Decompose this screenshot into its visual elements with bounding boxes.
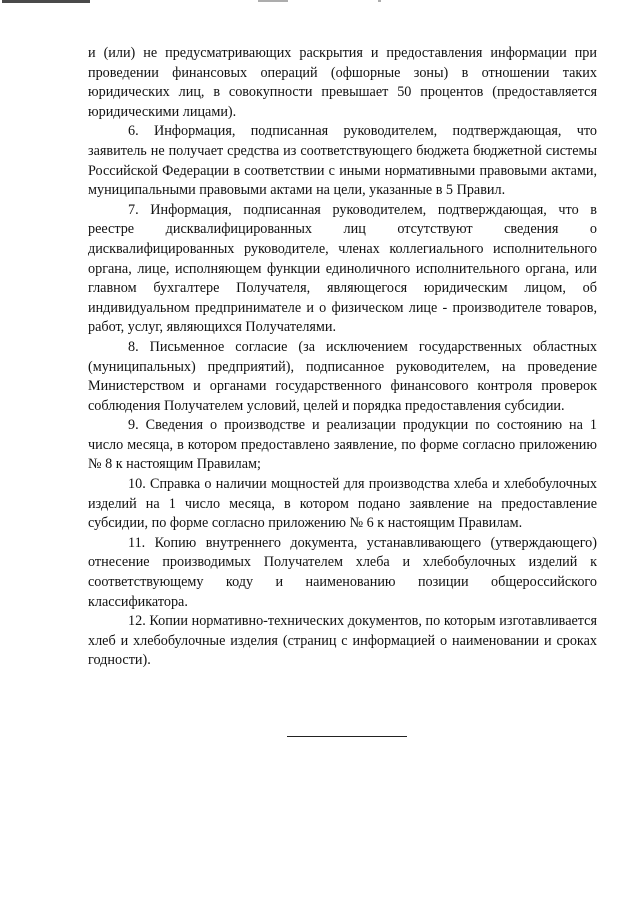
paragraph-item-8: 8. Письменное согласие (за исключением государственных областных (муниципальных) предприятий), подписанное руководителем, на проведение Министерством и органами государственного финансового контроля проверок соблюдения Получателем условий, целей и порядка предоставления субсидии. (88, 338, 597, 414)
scan-edge-mark (378, 0, 381, 2)
paragraph-item-7: 7. Информация, подписанная руководителем, подтверждающая, что в реестре дисквалифицированных лиц отсутствуют сведения о дисквалифицированных руководителе, членах коллегиального исполнительного органа, лице, исполняющем функции единоличного исполнительного органа, или главном бухгалтере Получателя, являющегося юридическим лицом, об индивидуальном предпринимателе и о физическом лице - производителе товаров, работ, услуг, являющихся Получателями. (88, 201, 597, 336)
paragraph-item-10: 10. Справка о наличии мощностей для производства хлеба и хлебобулочных изделий на 1 число месяца, в котором подано заявление на предоставление субсидии, по форме согласно приложению № 6 к настоящим Правилам. (88, 476, 597, 532)
scan-edge-mark (258, 0, 288, 2)
scan-edge-mark (2, 0, 90, 3)
paragraph-item-9: 9. Сведения о производстве и реализации продукции по состоянию на 1 число месяца, в котором предоставлено заявление, по форме согласно приложению № 8 к настоящим Правилам; (88, 417, 597, 473)
paragraph-item-11: 11. Копию внутреннего документа, устанавливающего (утверждающего) отнесение производимых Получателем хлеба и хлебобулочных изделий к соответствующему коду и наименованию позиции общероссийского классификатора. (88, 534, 597, 610)
end-of-document-rule (287, 736, 407, 737)
paragraph-continuation: и (или) не предусматривающих раскрытия и предоставления информации при проведении финансовых операций (офшорные зоны) в отношении таких юридических лиц, в совокупности превышает 50 процентов (предоставляется юридическими лицами). (88, 45, 597, 120)
document-body (88, 44, 597, 671)
paragraph-item-12: 12. Копии нормативно-технических документов, по которым изготавливается хлеб и хлебобулочные изделия (страниц с информацией о наименовании и сроках годности). (88, 613, 597, 669)
paragraph-item-6: 6. Информация, подписанная руководителем, подтверждающая, что заявитель не получает средства из соответствующего бюджета бюджетной системы Российской Федерации в соответствии с иными нормативными правовыми актами, муниципальными правовыми актами на цели, указанные в 5 Правил. (88, 123, 597, 199)
